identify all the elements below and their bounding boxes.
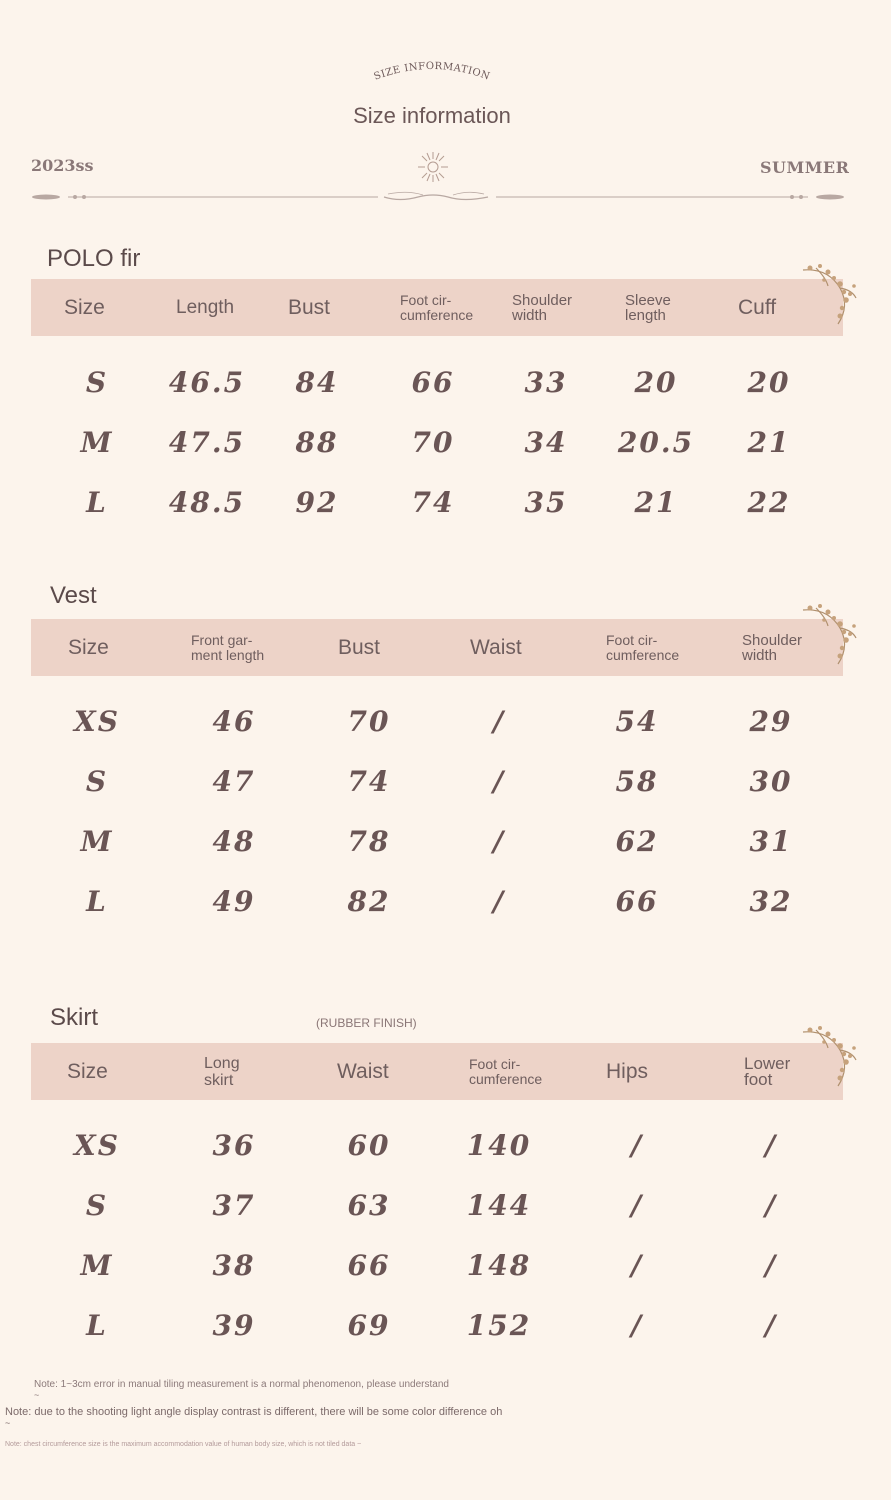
measurement-cell: 70 [411,426,455,459]
season-name: SUMMER [760,158,850,177]
measurement-cell: 144 [466,1189,532,1222]
note-measurement-error-tail: ~ [34,1390,40,1400]
measurement-cell: 34 [524,426,568,459]
measurement-cell: 92 [295,486,339,519]
measurement-cell: / [492,705,506,738]
size-label-cell: S [85,765,109,798]
measurement-cell: 47 [212,765,256,798]
measurement-cell: 148 [466,1249,532,1282]
measurement-cell: 74 [411,486,455,519]
measurement-cell: 33 [524,366,568,399]
size-label-cell: S [85,366,109,399]
measurement-cell: / [630,1249,644,1282]
measurement-cell: 54 [615,705,659,738]
measurement-cell: 20 [634,366,678,399]
measurement-cell: 22 [747,486,791,519]
measurement-cell: 48.5 [168,486,246,519]
vest-col-waist: Waist [470,635,522,659]
size-label-cell: M [80,825,114,858]
note-chest-circumference: Note: chest circumference size is the maximum accommodation value of human body size, which is not tiled data ~ [5,1441,362,1448]
measurement-cell: 30 [749,765,793,798]
measurement-cell: / [630,1129,644,1162]
measurement-cell: 140 [466,1129,532,1162]
dried-flower-icon [798,258,858,328]
polo-col-size: Size [64,295,105,319]
polo-col-shoulder-width: Shoulder width [512,291,573,324]
measurement-cell: 21 [634,486,678,519]
polo-col-cuff: Cuff [738,295,777,319]
measurement-cell: 20 [747,366,791,399]
size-label-cell: S [85,1189,109,1222]
measurement-cell: 60 [347,1129,391,1162]
skirt-col-lower-foot: Lower foot [744,1053,791,1089]
measurement-cell: 88 [295,426,339,459]
measurement-cell: 78 [347,825,391,858]
measurement-cell: / [492,885,506,918]
measurement-cell: 84 [295,366,339,399]
polo-col-length: Length [176,296,235,318]
measurement-cell: 74 [347,765,391,798]
skirt-subnote: (RUBBER FINISH) [316,1016,417,1030]
arc-title [0,52,891,92]
vest-col-size: Size [68,635,109,659]
measurement-cell: 152 [466,1309,532,1342]
measurement-cell: 21 [747,426,791,459]
ornamental-divider [28,186,848,206]
vest-section-title: Vest [50,582,97,609]
skirt-col-waist: Waist [337,1059,389,1083]
skirt-col-hips: Hips [606,1059,649,1083]
measurement-cell: 69 [347,1309,391,1342]
measurement-cell: 48 [212,825,256,858]
polo-col-bust: Bust [288,295,331,319]
measurement-cell: 39 [212,1309,256,1342]
measurement-cell: 36 [212,1129,256,1162]
svg-text:SIZE INFORMATION: SIZE INFORMATION [372,60,492,83]
dried-flower-icon [798,1020,858,1090]
polo-col-sleeve-length: Sleeve length [625,291,671,324]
skirt-section-title: Skirt [50,1004,98,1031]
measurement-cell: 66 [347,1249,391,1282]
sun-ornament-icon [416,150,450,184]
measurement-cell: 46.5 [168,366,246,399]
measurement-cell: 66 [411,366,455,399]
measurement-cell: 82 [347,885,391,918]
measurement-cell: / [492,765,506,798]
measurement-cell: / [630,1189,644,1222]
vest-col-foot-circumference: Foot cir- cumference [606,631,680,663]
polo-col-foot-circumference: Foot cir- cumference [400,291,474,323]
measurement-cell: / [492,825,506,858]
measurement-cell: 38 [212,1249,256,1282]
size-label-cell: L [86,1309,108,1342]
measurement-cell: 31 [749,825,793,858]
size-label-cell: M [80,1249,114,1282]
size-label-cell: L [86,885,108,918]
measurement-cell: 46 [212,705,256,738]
measurement-cell: 63 [347,1189,391,1222]
measurement-cell: 35 [524,486,568,519]
skirt-col-foot-circumference: Foot cir- cumference [469,1055,543,1087]
measurement-cell: 66 [615,885,659,918]
skirt-col-size: Size [67,1059,108,1083]
measurement-cell: 37 [212,1189,256,1222]
vest-col-bust: Bust [338,635,381,659]
vest-header-band [31,619,843,676]
vest-col-shoulder-width: Shoulder width [742,631,803,664]
polo-section-title: POLO fir [47,245,141,272]
note-color-difference: Note: due to the shooting light angle display contrast is different, there will be some color difference oh [5,1406,503,1418]
size-label-cell: XS [74,705,120,738]
vest-col-front-length: Front gar- ment length [191,631,265,663]
measurement-cell: 70 [347,705,391,738]
measurement-cell: / [764,1129,778,1162]
measurement-cell: 49 [212,885,256,918]
size-label-cell: M [80,426,114,459]
skirt-col-long-skirt: Long skirt [204,1054,240,1089]
note-color-difference-tail: ~ [5,1418,11,1428]
measurement-cell: / [630,1309,644,1342]
note-measurement-error: Note: 1~3cm error in manual tiling measurement is a normal phenomenon, please understand [34,1379,449,1390]
page-title: Size information [353,103,511,128]
measurement-cell: 32 [749,885,793,918]
size-label-cell: L [86,486,108,519]
measurement-cell: 20.5 [617,426,695,459]
polo-header-band [31,279,843,336]
measurement-cell: / [764,1249,778,1282]
size-label-cell: XS [74,1129,120,1162]
measurement-cell: 29 [749,705,793,738]
season-year: 2023ss [31,156,94,175]
measurement-cell: / [764,1189,778,1222]
measurement-cell: / [764,1309,778,1342]
dried-flower-icon [798,598,858,668]
skirt-header-band [31,1043,843,1100]
measurement-cell: 62 [615,825,659,858]
measurement-cell: 58 [615,765,659,798]
measurement-cell: 47.5 [168,426,246,459]
